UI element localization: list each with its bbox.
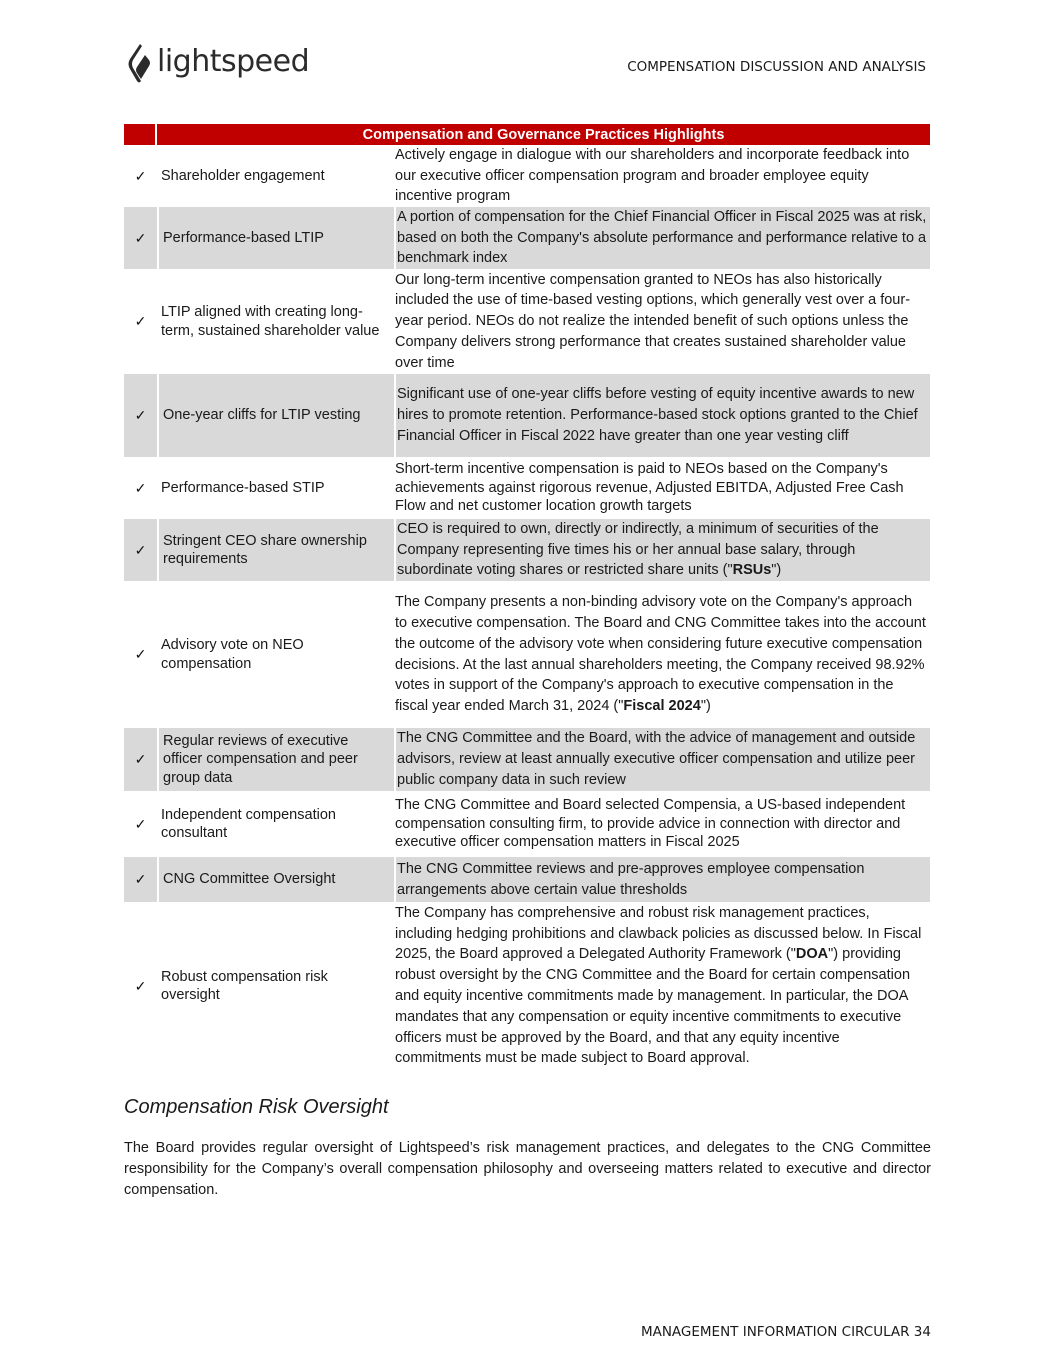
practice-description (397, 519, 930, 581)
practice-description: Significant use of one-year cliffs before vesting of equity incentive awards to new hires to promote retention. Performance-based stock options granted to the Chief Financial Officer in Fiscal 2022 have greater than one year vesting cliff (397, 386, 918, 444)
practices-table (124, 124, 930, 1070)
table-row (124, 374, 930, 457)
header-check-cell (124, 124, 157, 145)
practice-description (395, 902, 930, 1070)
practice-description: The CNG Committee and Board selected Compensia, a US-based independent compensation consulting firm, to provide advice in connection with director and executive officer compensation matters in Fiscal 2025 (395, 797, 906, 851)
table-row (124, 207, 930, 269)
defined-term: Fiscal 2024 (623, 698, 701, 715)
practice-name: Regular reviews of executive officer compensation and peer group data (159, 728, 396, 791)
checkmark-icon: ✓ (124, 374, 159, 457)
section-heading: Compensation Risk Oversight (124, 1096, 389, 1118)
practice-name: Advisory vote on NEO compensation (161, 637, 304, 672)
checkmark-icon: ✓ (124, 207, 159, 269)
defined-term: DOA (795, 946, 829, 963)
checkmark-icon: ✓ (124, 728, 159, 791)
description-text: The Company presents a non-binding advisory vote on the Company's approach to executive compensation. The Board and CNG Committee takes into the account the outcome of the advisory vote when considering future executive compensation decisions. At the last annual shareholders meeting, the Company received 98.92% votes in support of the Company's approach to executive compensation in the fiscal year ended March 31, 2024 (" (395, 594, 926, 715)
checkmark-icon: ✓ (124, 519, 159, 581)
practice-name: Robust compensation risk oversight (161, 968, 328, 1003)
practice-name: CNG Committee Oversight (159, 857, 396, 902)
checkmark-icon: ✓ (134, 313, 147, 329)
practice-description (395, 581, 930, 728)
practice-description: Actively engage in dialogue with our shareholders and incorporate feedback into our executive officer compensation program and broader employee equity incentive program (395, 146, 910, 205)
practice-name: Performance-based LTIP (159, 207, 396, 269)
practice-name: One-year cliffs for LTIP vesting (159, 374, 396, 457)
company-logo (127, 42, 309, 86)
practice-description: The CNG Committee and the Board, with the advice of management and outside advisors, review at least annually executive officer compensation and utilize peer public company data in such review (397, 730, 916, 788)
page-section-title: COMPENSATION DISCUSSION AND ANALYSIS (627, 59, 926, 75)
description-text: ") (771, 562, 782, 579)
table-row (124, 902, 930, 1070)
checkmark-icon: ✓ (134, 977, 147, 994)
table-row (124, 791, 930, 857)
table-row (124, 145, 930, 207)
table-row (124, 857, 930, 902)
description-text: The Company has comprehensive and robust risk management practices, including hedging prohibitions and clawback policies as discussed below. In Fiscal 2025, the Board approved a Delegated Authority Framework (" (395, 904, 922, 963)
logo-text: lightspeed (157, 44, 310, 79)
page-footer: MANAGEMENT INFORMATION CIRCULAR 34 (640, 1324, 931, 1340)
description-text: ") providing robust oversight by the CNG Committee and the Board for certain compensation and equity incentive commitments made by management. In particular, the DOA mandates that any compensation or equity incentive commitments to executive officers must be approved by the Board, and that any equity incentive commitments must be made subject to Board approval. (395, 946, 911, 1067)
description-text: CEO is required to own, directly or indirectly, a minimum of securities of the Company representing five times his or her annual base salary, through subordinate voting shares or restricted share units (" (397, 520, 879, 579)
defined-term: RSUs (732, 562, 772, 579)
practice-description: The CNG Committee reviews and pre-approves employee compensation arrangements above certain value thresholds (397, 860, 865, 898)
checkmark-icon: ✓ (134, 167, 147, 184)
table-row (124, 519, 930, 581)
table-row (124, 457, 930, 519)
practice-description: Short-term incentive compensation is paid to NEOs based on the Company's achievements against rigorous revenue, Adjusted EBITDA, Adjusted Free Cash Flow and net customer location growth targets (395, 461, 904, 515)
practice-description: A portion of compensation for the Chief Financial Officer in Fiscal 2025 was at risk, based on both the Company's absolute performance and performance relative to a benchmark index (397, 208, 927, 267)
practice-name: Independent compensation consultant (161, 806, 336, 841)
practice-name: LTIP aligned with creating long-term, sustained shareholder value (161, 304, 380, 339)
description-text: ") (700, 698, 711, 715)
table-row (124, 581, 930, 728)
table-row (124, 728, 930, 791)
practice-name: Performance-based STIP (161, 479, 325, 496)
flame-logo-icon (127, 43, 153, 85)
practice-name: Stringent CEO share ownership requirements (159, 519, 396, 581)
body-paragraph: The Board provides regular oversight of Lightspeed’s risk management practices, and delegates to the CNG Committee responsibility for the Company’s overall compensation philosophy and overseeing matters related to executive and director compensation. (124, 1140, 931, 1198)
checkmark-icon: ✓ (134, 479, 147, 496)
table-header (124, 124, 930, 145)
table-title: Compensation and Governance Practices Highlights (157, 124, 930, 145)
practice-name: Shareholder engagement (161, 167, 325, 184)
checkmark-icon: ✓ (134, 646, 147, 662)
checkmark-icon: ✓ (134, 815, 147, 832)
practice-description: Our long-term incentive compensation granted to NEOs has also historically included the use of time-based vesting options, which generally vest over a four-year period. NEOs do not realize the intended benefit of such options unless the Company delivers strong performance that creates sustained shareholder value over time (395, 271, 911, 371)
table-row (124, 269, 930, 374)
checkmark-icon: ✓ (124, 857, 159, 902)
